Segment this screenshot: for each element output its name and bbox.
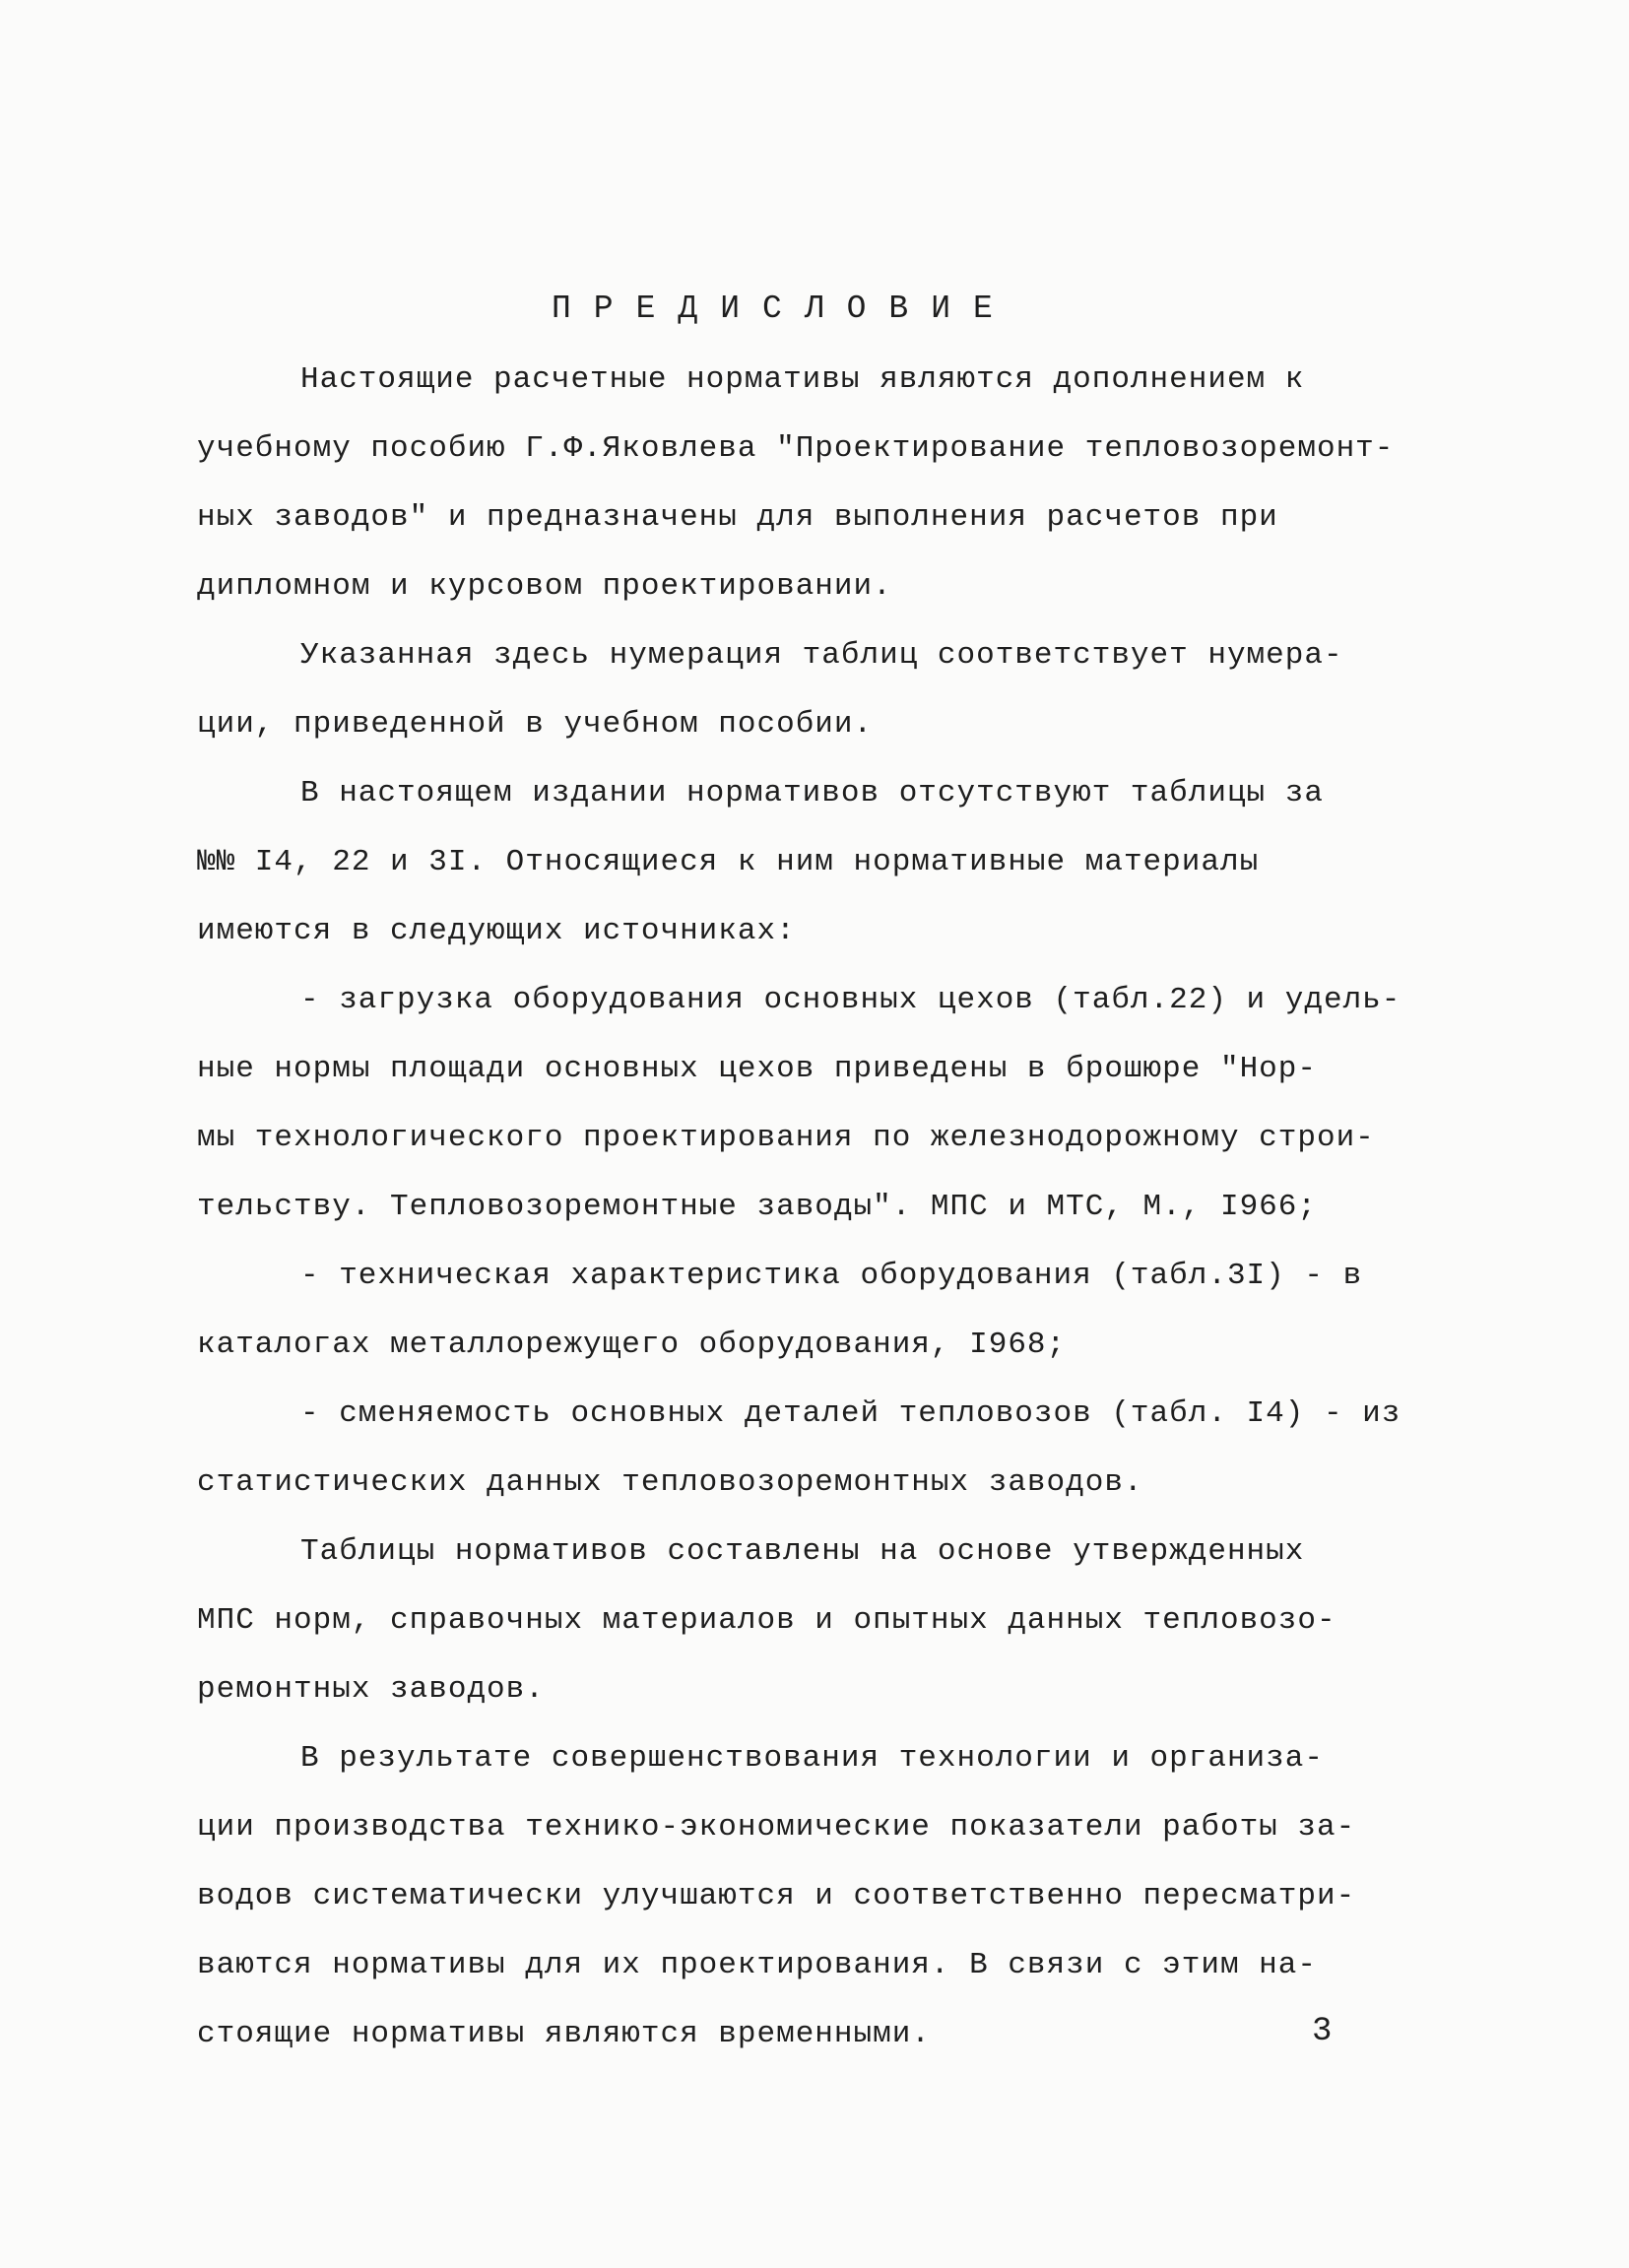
paragraph-line: каталогах металлорежущего оборудования, I968; [197,1328,1067,1362]
paragraph-line: - загрузка оборудования основных цехов (табл.22) и удель- [300,983,1401,1017]
paragraph-line: МПС норм, справочных материалов и опытных данных тепловозо- [197,1603,1336,1638]
paragraph-line: имеются в следующих источниках: [197,914,796,948]
paragraph-line: ные нормы площади основных цехов приведены в брошюре "Нор- [197,1052,1317,1086]
paragraph-line: учебному пособию Г.Ф.Яковлева "Проектирование тепловозоремонт- [197,431,1395,466]
paragraph-line: водов систематически улучшаются и соответственно пересматри- [197,1879,1356,1913]
paragraph-line: Указанная здесь нумерация таблиц соответствует нумера- [300,638,1343,673]
paragraph-line: тельству. Тепловозоремонтные заводы". МПС и МТС, М., I966; [197,1190,1317,1224]
paragraph-line: - сменяемость основных деталей тепловозов (табл. I4) - из [300,1396,1401,1431]
paragraph-line: ваются нормативы для их проектирования. В связи с этим на- [197,1948,1317,1982]
paragraph-line: №№ I4, 22 и 3I. Относящиеся к ним нормативные материалы [197,845,1260,879]
paragraph-line: ции, приведенной в учебном пособии. [197,707,874,742]
paragraph-line: мы технологического проектирования по железнодорожному строи- [197,1121,1375,1155]
page-title: ПРЕДИСЛОВИЕ [552,291,1015,327]
paragraph-line: В результате совершенствования технологии и организа- [300,1741,1324,1776]
paragraph-line: ремонтных заводов. [197,1672,545,1707]
paragraph-line: ных заводов" и предназначены для выполнения расчетов при [197,500,1278,535]
paragraph-line: Настоящие расчетные нормативы являются дополнением к [300,362,1305,397]
paragraph-line: - техническая характеристика оборудования (табл.3I) - в [300,1259,1363,1293]
paragraph-line: дипломном и курсовом проектировании. [197,569,892,604]
paragraph-line: статистических данных тепловозоремонтных заводов. [197,1465,1143,1500]
paragraph-line: В настоящем издании нормативов отсутствуют таблицы за [300,776,1324,810]
paragraph-line: стоящие нормативы являются временными. [197,2017,931,2051]
paragraph-line: Таблицы нормативов составлены на основе утвержденных [300,1534,1305,1569]
page-number: 3 [1312,2013,1334,2050]
paragraph-line: ции производства технико-экономические показатели работы за- [197,1810,1356,1845]
